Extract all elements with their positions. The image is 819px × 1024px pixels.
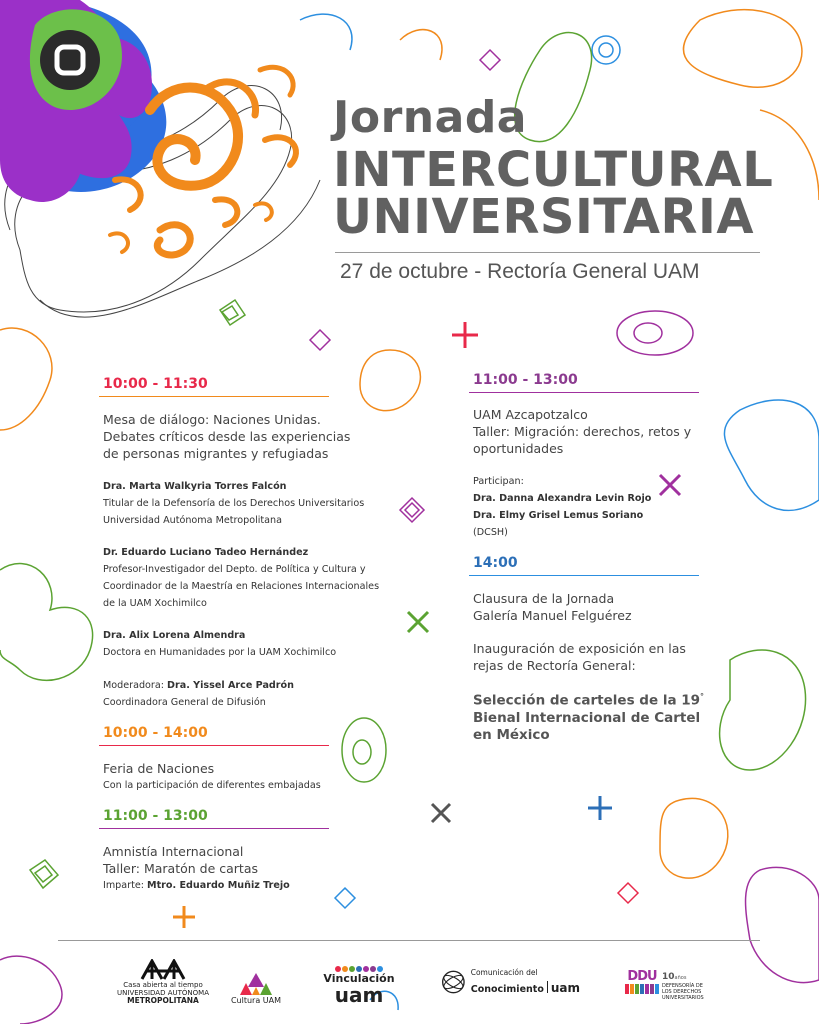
title-line-2: INTERCULTURAL bbox=[333, 142, 774, 198]
moderator-name: Dra. Yissel Arce Padrón bbox=[167, 680, 294, 691]
time-slot-4 bbox=[473, 372, 578, 391]
uam-logo-line: METROPOLITANA bbox=[127, 996, 199, 1005]
moderator-role: Coordinadora General de Difusión bbox=[103, 697, 266, 708]
session-title-line: Amnistía Internacional bbox=[103, 844, 244, 859]
time-label: 11:00 - 13:00 bbox=[473, 372, 578, 388]
vinculacion-uam-logo bbox=[323, 955, 395, 1007]
session-title bbox=[103, 843, 258, 877]
exhibition-intro-line: Inauguración de exposición en las bbox=[473, 641, 686, 656]
speaker-name: Dr. Eduardo Luciano Tadeo Hernández bbox=[103, 547, 309, 558]
session-title-line: Debates críticos desde las experiencias bbox=[103, 429, 351, 444]
speaker-role: de la UAM Xochimilco bbox=[103, 598, 207, 609]
time-slot-2 bbox=[103, 725, 208, 744]
uam-logo-line: Casa abierta al tiempo bbox=[123, 981, 203, 989]
exhibition-intro bbox=[473, 640, 686, 674]
uam-logo-line: UNIVERSIDAD AUTÓNOMA bbox=[117, 989, 209, 997]
exhibition-title bbox=[473, 688, 704, 744]
speaker-role: Doctora en Humanidades por la UAM Xochimilco bbox=[103, 647, 337, 658]
time-label: 10:00 - 14:00 bbox=[103, 725, 208, 741]
defensoria-years-label: años bbox=[674, 974, 687, 981]
session-title: Feria de Naciones bbox=[103, 761, 215, 776]
session-title-line: Mesa de diálogo: Naciones Unidas. bbox=[103, 412, 321, 427]
event-date-location: 27 de octubre - Rectoría General UAM bbox=[340, 260, 700, 283]
session-title-line: UAM Azcapotzalco bbox=[473, 407, 588, 422]
session-title-line: Taller: Migración: derechos, retos y bbox=[473, 424, 692, 439]
exhibition-intro-line: rejas de Rectoría General: bbox=[473, 658, 636, 673]
instructor bbox=[103, 877, 290, 894]
participant-name: Dra. Danna Alexandra Levin Rojo bbox=[473, 493, 652, 504]
flower-graphic bbox=[0, 0, 320, 317]
participants bbox=[473, 473, 651, 541]
time-label: 11:00 - 13:00 bbox=[103, 808, 208, 824]
vinculacion-label: Vinculación bbox=[323, 972, 395, 985]
exhibition-title-line: Bienal Internacional de Cartel bbox=[473, 709, 701, 726]
moderator bbox=[103, 677, 294, 711]
time-underline bbox=[469, 575, 699, 576]
time-underline bbox=[99, 396, 329, 397]
time-underline bbox=[99, 828, 329, 829]
session-title-line: Taller: Maratón de cartas bbox=[103, 861, 258, 876]
session-title-line: Galería Manuel Felguérez bbox=[473, 608, 632, 623]
uam-logo bbox=[117, 955, 209, 1005]
speaker-name: Dra. Marta Walkyria Torres Falcón bbox=[103, 481, 287, 492]
speaker-role: Titular de la Defensoría de los Derechos Universitarios bbox=[103, 498, 365, 509]
speaker-role: Coordinador de la Maestría en Relaciones Internacionales bbox=[103, 581, 380, 592]
defensoria-color-bars-icon bbox=[625, 984, 659, 994]
instructor-label: Imparte: bbox=[103, 880, 148, 891]
participants-label: Participan: bbox=[473, 476, 524, 487]
session-title-line: de personas migrantes y refugiadas bbox=[103, 446, 329, 461]
speaker-role: Universidad Autónoma Metropolitana bbox=[103, 515, 282, 526]
defensoria-line: UNIVERSITARIOS bbox=[662, 994, 704, 1001]
participant-affiliation: (DCSH) bbox=[473, 527, 508, 538]
conocimiento-label: Conocimiento bbox=[470, 983, 544, 995]
vinculacion-uam-label: uam bbox=[334, 983, 384, 1007]
cultura-uam-logo bbox=[226, 955, 286, 1005]
defensoria-line: LOS DERECHOS bbox=[662, 988, 702, 995]
participant-name: Dra. Elmy Grisel Lemus Soriano bbox=[473, 510, 644, 521]
time-slot-3 bbox=[103, 808, 208, 827]
speaker-name: Dra. Alix Lorena Almendra bbox=[103, 630, 246, 641]
cultura-uam-label: Cultura UAM bbox=[230, 996, 282, 1005]
title-divider bbox=[335, 252, 760, 253]
defensoria-logo bbox=[625, 962, 704, 1002]
cultura-uam-icon bbox=[236, 969, 276, 997]
speaker-3 bbox=[103, 627, 336, 661]
session-title bbox=[473, 406, 691, 457]
speaker-1 bbox=[103, 478, 364, 529]
title-line-3: UNIVERSITARIA bbox=[333, 189, 754, 245]
ordinal-mark: ° bbox=[700, 692, 705, 701]
session-title bbox=[473, 590, 632, 624]
time-slot-1 bbox=[103, 376, 208, 395]
time-underline bbox=[469, 392, 699, 393]
defensoria-years-number: 10 bbox=[662, 971, 675, 982]
footer-divider bbox=[58, 940, 760, 941]
instructor-name: Mtro. Eduardo Muñiz Trejo bbox=[147, 880, 290, 891]
session-title bbox=[103, 411, 350, 462]
session-title-line: Clausura de la Jornada bbox=[473, 591, 615, 606]
exhibition-title-line: en México bbox=[473, 726, 550, 743]
speaker-role: Profesor-Investigador del Depto. de Política y Cultura y bbox=[103, 564, 366, 575]
comunicacion-conocimiento-logo bbox=[440, 962, 580, 1002]
defensoria-letters: DDU bbox=[627, 969, 657, 984]
exhibition-title-line: Selección de carteles de la 19 bbox=[473, 692, 701, 709]
time-underline bbox=[99, 745, 329, 746]
moderator-label: Moderadora: bbox=[103, 680, 168, 691]
time-slot-5 bbox=[473, 555, 518, 574]
title-line-1: Jornada bbox=[333, 92, 528, 143]
defensoria-line: DEFENSORÍA DE bbox=[662, 982, 703, 989]
speaker-2 bbox=[103, 544, 379, 612]
session-detail: Con la participación de diferentes embajadas bbox=[103, 780, 321, 791]
comunicacion-label: Comunicación del bbox=[470, 967, 538, 977]
uam-logo-icon bbox=[140, 959, 186, 981]
time-label: 14:00 bbox=[473, 555, 518, 571]
time-label: 10:00 - 11:30 bbox=[103, 376, 208, 392]
comunicacion-globe-icon bbox=[440, 967, 467, 997]
comunicacion-uam-label: uam bbox=[550, 980, 580, 995]
session-title-line: oportunidades bbox=[473, 441, 564, 456]
